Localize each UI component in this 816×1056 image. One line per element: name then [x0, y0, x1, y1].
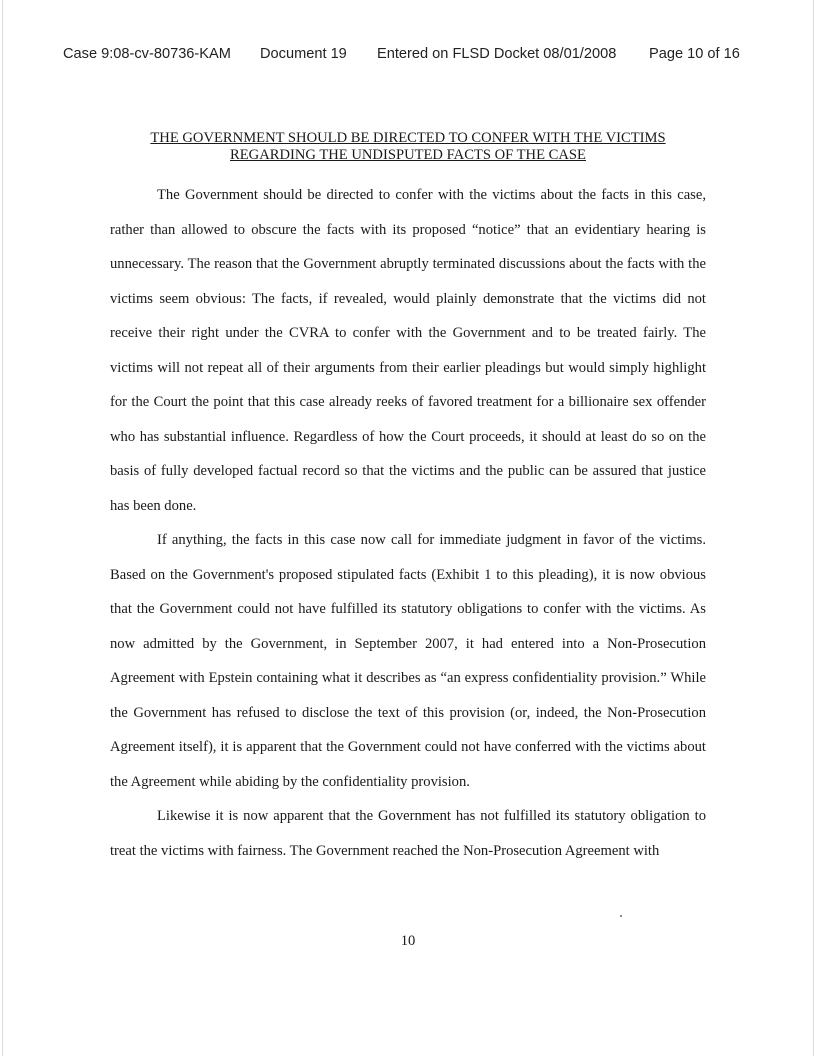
scan-speck [620, 915, 622, 917]
section-heading-line-1: THE GOVERNMENT SHOULD BE DIRECTED TO CONFER WITH THE VICTIMS [150, 130, 666, 146]
paragraph: Likewise it is now apparent that the Government has not fulfilled its statutory obligation to treat the victims with fairness. The Government reached the Non-Prosecution Agreement with [110, 808, 706, 859]
case-number: Case 9:08-cv-80736-KAM [63, 46, 231, 62]
paragraph: If anything, the facts in this case now call for immediate judgment in favor of the victims. Based on the Government's proposed stipulated facts (Exhibit 1 to this pleading), it is now obvious that the Government could not have fulfilled its statutory obligations to confer with the victims. As now admitted by the Government, in September 2007, it had entered into a Non-Prosecution Agreement with Epstein containing what it describes as “an express confidentiality provision.” While the Government has refused to disclose the text of this provision (or, indeed, the Non-Prosecution Agreement itself), it is apparent that the Government could not have conferred with the victims about the Agreement while abiding by the confidentiality provision. [110, 532, 706, 790]
docket-entry: Entered on FLSD Docket 08/01/2008 [377, 46, 617, 62]
page-number: 10 [400, 933, 416, 949]
paragraph: The Government should be directed to confer with the victims about the facts in this case, rather than allowed to obscure the facts with its proposed “notice” that an evidentiary hearing is unnecessary. The reason that the Government abruptly terminated discussions about the facts with the victims seem obvious: The facts, if revealed, would plainly demonstrate that the victims did not receive their right under the CVRA to confer with the Government and to be treated fairly. The victims will not repeat all of their arguments from their earlier pleadings but would simply highlight for the Court the point that this case already reeks of favored treatment for a billionaire sex offender who has substantial influence. Regardless of how the Court proceeds, it should at least do so on the basis of fully developed factual record so that the victims and the public can be assured that justice has been done. [110, 187, 706, 514]
section-heading-line-2: REGARDING THE UNDISPUTED FACTS OF THE CASE [230, 147, 586, 163]
section-heading [100, 130, 716, 164]
scan-edge-left [2, 0, 3, 1056]
scan-edge-right [813, 0, 814, 1056]
body-text [110, 178, 706, 868]
page-indicator: Page 10 of 16 [649, 46, 740, 62]
document-number: Document 19 [260, 46, 347, 62]
